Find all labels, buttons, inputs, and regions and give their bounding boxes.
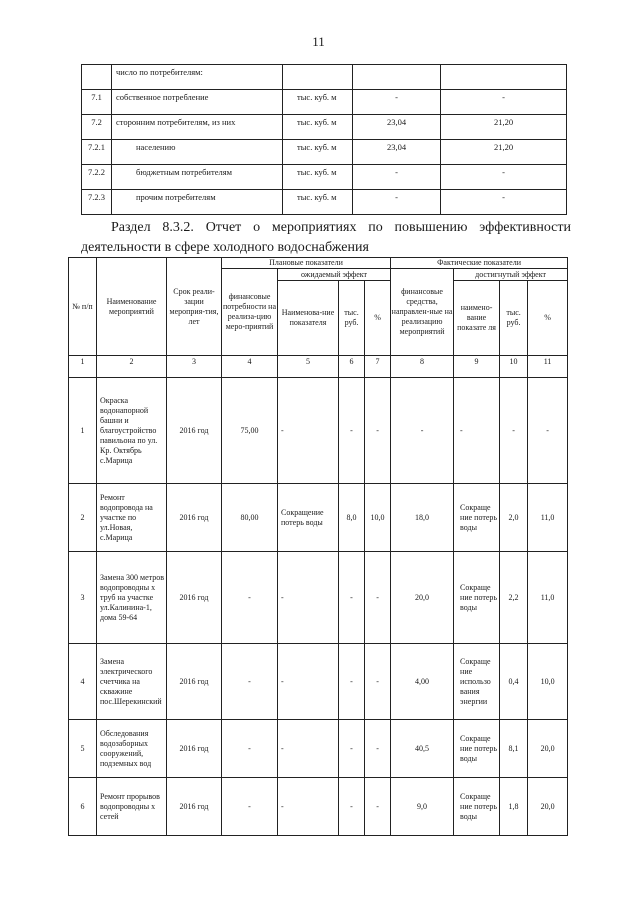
- header-term: Срок реали-зации мероприя-тия, лет: [167, 258, 222, 356]
- consumption-cell-unit: тыс. куб. м: [283, 190, 353, 215]
- measure-cell-exp-pct: 10,0: [365, 484, 391, 552]
- measure-cell-fin-spent: -: [391, 378, 454, 484]
- column-number-row: [69, 356, 568, 378]
- consumption-cell-unit: тыс. куб. м: [283, 165, 353, 190]
- consumption-row: [82, 115, 567, 140]
- consumption-cell-unit: тыс. куб. м: [283, 90, 353, 115]
- measure-cell-ach-name: Сокраще ние потерь воды: [454, 484, 500, 552]
- measure-cell-term: 2016 год: [167, 552, 222, 644]
- column-number: 8: [391, 356, 454, 378]
- column-number: 10: [500, 356, 528, 378]
- section-heading-line1: Раздел 8.3.2. Отчет о мероприятиях по повышению эффективности: [111, 220, 571, 235]
- consumption-row: [82, 190, 567, 215]
- measure-cell-num: 5: [69, 720, 97, 778]
- measure-cell-exp-th: -: [339, 644, 365, 720]
- measure-cell-exp-pct: -: [365, 720, 391, 778]
- measure-cell-name: Окраска водонапорной башни и благоустройство павильона по ул. Кр. Октябрь с.Марица: [97, 378, 167, 484]
- column-number: 7: [365, 356, 391, 378]
- consumption-cell-v2: 21,20: [441, 140, 567, 165]
- measure-cell-fin-spent: 9,0: [391, 778, 454, 836]
- column-number: 9: [454, 356, 500, 378]
- column-number: 11: [528, 356, 568, 378]
- header-name: Наименование мероприятий: [97, 258, 167, 356]
- measure-cell-fin-spent: 18,0: [391, 484, 454, 552]
- measure-cell-ach-th: 2,0: [500, 484, 528, 552]
- measure-cell-ach-pct: -: [528, 378, 568, 484]
- consumption-cell-unit: тыс. куб. м: [283, 115, 353, 140]
- consumption-cell-v2: -: [441, 90, 567, 115]
- consumption-cell-unit: тыс. куб. м: [283, 140, 353, 165]
- consumption-cell-unit: [283, 65, 353, 90]
- consumption-cell-num: 7.2.3: [82, 190, 112, 215]
- header-achieved: достигнутый эффект: [454, 269, 568, 281]
- consumption-cell-v2: -: [441, 165, 567, 190]
- measure-cell-exp-name: -: [278, 720, 339, 778]
- consumption-row: [82, 90, 567, 115]
- measure-cell-fin-spent: 20,0: [391, 552, 454, 644]
- measure-cell-exp-name: -: [278, 552, 339, 644]
- measure-cell-ach-name: -: [454, 378, 500, 484]
- measure-cell-ach-th: 0,4: [500, 644, 528, 720]
- measure-cell-exp-name: -: [278, 778, 339, 836]
- consumption-cell-name: сторонним потребителям, из них: [112, 115, 283, 140]
- measure-cell-num: 1: [69, 378, 97, 484]
- measure-cell-fin-spent: 40,5: [391, 720, 454, 778]
- measure-cell-ach-name: Сокраще ние использо вания энергии: [454, 644, 500, 720]
- measure-cell-ach-th: 2,2: [500, 552, 528, 644]
- section-heading-line2: деятельности в сфере холодного водоснабжения: [81, 240, 369, 255]
- measure-cell-fin-need: -: [222, 644, 278, 720]
- measure-cell-ach-pct: 11,0: [528, 484, 568, 552]
- header-exp-pct: %: [365, 281, 391, 356]
- measure-cell-ach-th: 1,8: [500, 778, 528, 836]
- measure-cell-term: 2016 год: [167, 644, 222, 720]
- measure-cell-term: 2016 год: [167, 484, 222, 552]
- consumption-cell-name: бюджетным потребителям: [112, 165, 283, 190]
- consumption-cell-v1: -: [353, 165, 441, 190]
- consumption-cell-v1: 23,04: [353, 140, 441, 165]
- column-number: 6: [339, 356, 365, 378]
- measure-row: [69, 720, 568, 778]
- consumption-row: [82, 140, 567, 165]
- measure-cell-ach-name: Сокраще ние потерь воды: [454, 720, 500, 778]
- consumption-cell-name: собственное потребление: [112, 90, 283, 115]
- measure-cell-term: 2016 год: [167, 720, 222, 778]
- consumption-cell-v1: -: [353, 190, 441, 215]
- measure-cell-term: 2016 год: [167, 778, 222, 836]
- header-actual: Фактические показатели: [391, 258, 568, 269]
- measure-cell-fin-need: 80,00: [222, 484, 278, 552]
- consumption-cell-name: число по потребителям:: [112, 65, 283, 90]
- measure-cell-name: Замена 300 метров водопроводны х труб на участке ул.Калинина-1, дома 59-64: [97, 552, 167, 644]
- consumption-cell-num: 7.2.1: [82, 140, 112, 165]
- measure-cell-fin-need: 75,00: [222, 378, 278, 484]
- column-number: 5: [278, 356, 339, 378]
- header-exp-name: Наименова-ние показателя: [278, 281, 339, 356]
- measure-cell-name: Обследования водозаборных сооружений, подземных вод: [97, 720, 167, 778]
- measure-cell-name: Ремонт водопровода на участке по ул.Новая, с.Марица: [97, 484, 167, 552]
- header-ach-pct: %: [528, 281, 568, 356]
- measure-cell-exp-name: Сокращение потерь воды: [278, 484, 339, 552]
- header-expected: ожидаемый эффект: [278, 269, 391, 281]
- measure-cell-fin-spent: 4,00: [391, 644, 454, 720]
- measure-cell-num: 3: [69, 552, 97, 644]
- column-number: 2: [97, 356, 167, 378]
- consumption-row: [82, 165, 567, 190]
- measure-cell-exp-th: -: [339, 378, 365, 484]
- measure-cell-ach-th: 8,1: [500, 720, 528, 778]
- consumption-table: [81, 64, 567, 215]
- measures-table: [68, 257, 568, 836]
- measure-cell-name: Ремонт прорывов водопроводны х сетей: [97, 778, 167, 836]
- header-fin-spent: финансовые средства, направлен-ные на реализацию мероприятий: [391, 269, 454, 356]
- page-number: 11: [312, 34, 325, 49]
- consumption-cell-num: 7.2.2: [82, 165, 112, 190]
- consumption-cell-v2: -: [441, 190, 567, 215]
- consumption-cell-num: 7.1: [82, 90, 112, 115]
- measure-cell-num: 6: [69, 778, 97, 836]
- measure-cell-exp-pct: -: [365, 378, 391, 484]
- consumption-cell-num: [82, 65, 112, 90]
- measure-row: [69, 378, 568, 484]
- measure-cell-exp-name: -: [278, 644, 339, 720]
- column-number: 4: [222, 356, 278, 378]
- consumption-row: [82, 65, 567, 90]
- header-num: № п/п: [69, 258, 97, 356]
- measure-cell-fin-need: -: [222, 720, 278, 778]
- consumption-cell-num: 7.2: [82, 115, 112, 140]
- measure-cell-ach-pct: 20,0: [528, 720, 568, 778]
- header-fin-need: финансовые потребности на реализа-цию меро-приятий: [222, 269, 278, 356]
- measure-row: [69, 552, 568, 644]
- measure-cell-ach-name: Сокраще ние потерь воды: [454, 552, 500, 644]
- header-ach-name: наимено-вание показате ля: [454, 281, 500, 356]
- consumption-cell-v1: 23,04: [353, 115, 441, 140]
- measure-cell-ach-pct: 11,0: [528, 552, 568, 644]
- measure-cell-num: 2: [69, 484, 97, 552]
- consumption-cell-name: населению: [112, 140, 283, 165]
- column-number: 3: [167, 356, 222, 378]
- measure-row: [69, 484, 568, 552]
- measure-cell-exp-pct: -: [365, 552, 391, 644]
- measure-row: [69, 644, 568, 720]
- measure-cell-exp-th: -: [339, 778, 365, 836]
- measure-row: [69, 778, 568, 836]
- measure-cell-exp-th: -: [339, 720, 365, 778]
- measure-cell-fin-need: -: [222, 778, 278, 836]
- measure-cell-exp-name: -: [278, 378, 339, 484]
- header-exp-thousand: тыс. руб.: [339, 281, 365, 356]
- consumption-cell-v1: -: [353, 90, 441, 115]
- measure-cell-fin-need: -: [222, 552, 278, 644]
- measure-cell-num: 4: [69, 644, 97, 720]
- measure-cell-exp-pct: -: [365, 778, 391, 836]
- measure-cell-exp-th: 8,0: [339, 484, 365, 552]
- consumption-cell-v2: [441, 65, 567, 90]
- header-planned: Плановые показатели: [222, 258, 391, 269]
- consumption-cell-v1: [353, 65, 441, 90]
- measure-cell-name: Замена электрического счетчика на скважине пос.Шерекинский: [97, 644, 167, 720]
- consumption-cell-name: прочим потребителям: [112, 190, 283, 215]
- header-ach-thousand: тыс. руб.: [500, 281, 528, 356]
- column-number: 1: [69, 356, 97, 378]
- measure-cell-ach-pct: 20,0: [528, 778, 568, 836]
- consumption-cell-v2: 21,20: [441, 115, 567, 140]
- measure-cell-exp-pct: -: [365, 644, 391, 720]
- measure-cell-ach-th: -: [500, 378, 528, 484]
- measure-cell-term: 2016 год: [167, 378, 222, 484]
- measure-cell-ach-name: Сокраще ние потерь воды: [454, 778, 500, 836]
- measure-cell-ach-pct: 10,0: [528, 644, 568, 720]
- measure-cell-exp-th: -: [339, 552, 365, 644]
